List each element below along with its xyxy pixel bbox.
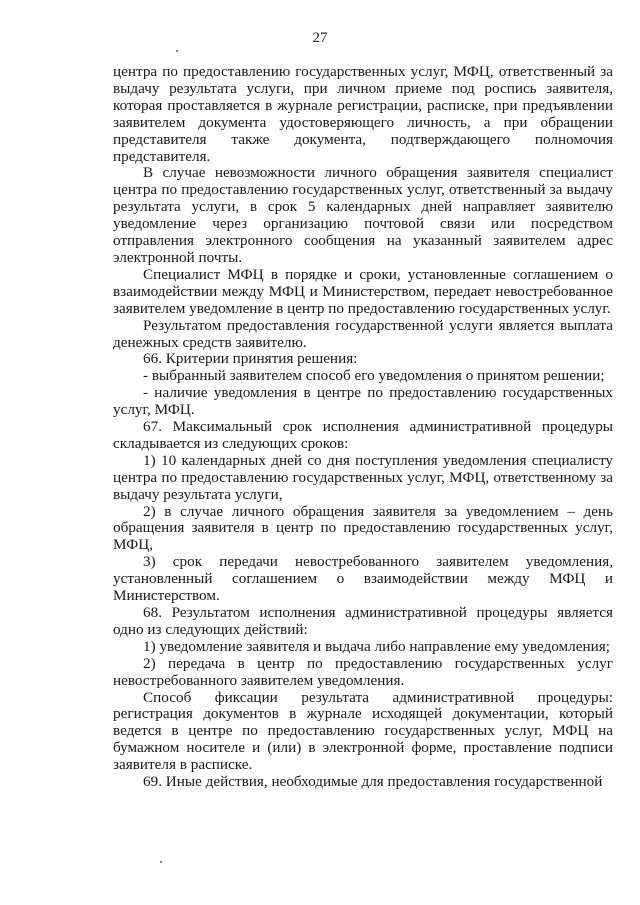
scan-speck: [160, 861, 162, 863]
list-item: - выбранный заявителем способ его уведомления о принятом решении;: [143, 367, 605, 385]
paragraph: Способ фиксации результата административной процедуры: регистрация документов в журнале исходящей документации, который ведется в центре по предоставлению государственных услуг, МФЦ на бумажном носителе и (или) в электронной форме, проставление подписи заявителя в расписке.: [113, 688, 613, 774]
paragraph: Специалист МФЦ в порядке и сроки, установленные соглашением о взаимодействии между МФЦ и Министерством, передает невостребованное заявителем уведомление в центр по предоставлению государственных услуг.: [113, 265, 613, 317]
list-item: 1) уведомление заявителя и выдача либо направление ему уведомления;: [143, 637, 610, 655]
paragraph: 69. Иные действия, необходимые для предоставления государственной: [143, 773, 603, 791]
paragraph: 68. Результатом исполнения административной процедуры является одно из следующих действий:: [113, 604, 613, 638]
paragraph: центра по предоставлению государственных услуг, МФЦ, ответственный за выдачу результата услуги, при личном приеме под роспись заявителя, которая проставляется в журнале регистрации, расписке, при предъявлении заявителем документа удостоверяющего личность, а при обращении представителя также документа, подтверждающего полномочия представителя.: [113, 63, 613, 165]
scan-speck: [176, 50, 178, 52]
paragraph: В случае невозможности личного обращения заявителя специалист центра по предоставлению государственных услуг, ответственный за выдачу результата услуги, в срок 5 календарных дней направляет заявителю уведомление через организацию почтовой связи или посредством отправления электронного сообщения на указанный заявителем адрес электронной почты.: [113, 164, 613, 266]
paragraph: Результатом предоставления государственной услуги является выплата денежных средств заявителю.: [113, 316, 613, 351]
paragraph: 67. Максимальный срок исполнения административной процедуры складывается из следующих сроков:: [113, 418, 613, 452]
page-number: 27: [312, 30, 328, 46]
list-item: 3) срок передачи невостребованного заявителем уведомления, установленный соглашением о взаимодействии между МФЦ и Министерством.: [113, 553, 613, 605]
document-body: [113, 64, 613, 791]
list-item: 2) в случае личного обращения заявителя за уведомлением – день обращения заявителя в центр по предоставлению государственных услуг, МФЦ,: [113, 502, 613, 554]
list-item: 1) 10 календарных дней со дня поступления уведомления специалисту центра по предоставлению государственных услуг, МФЦ, ответственному за выдачу результата услуги,: [113, 451, 613, 503]
list-item: - наличие уведомления в центре по предоставлению государственных услуг, МФЦ.: [113, 384, 613, 419]
list-item: 2) передача в центр по предоставлению государственных услуг невостребованного заявителем уведомления.: [113, 654, 613, 689]
paragraph: 66. Критерии принятия решения:: [143, 350, 358, 368]
